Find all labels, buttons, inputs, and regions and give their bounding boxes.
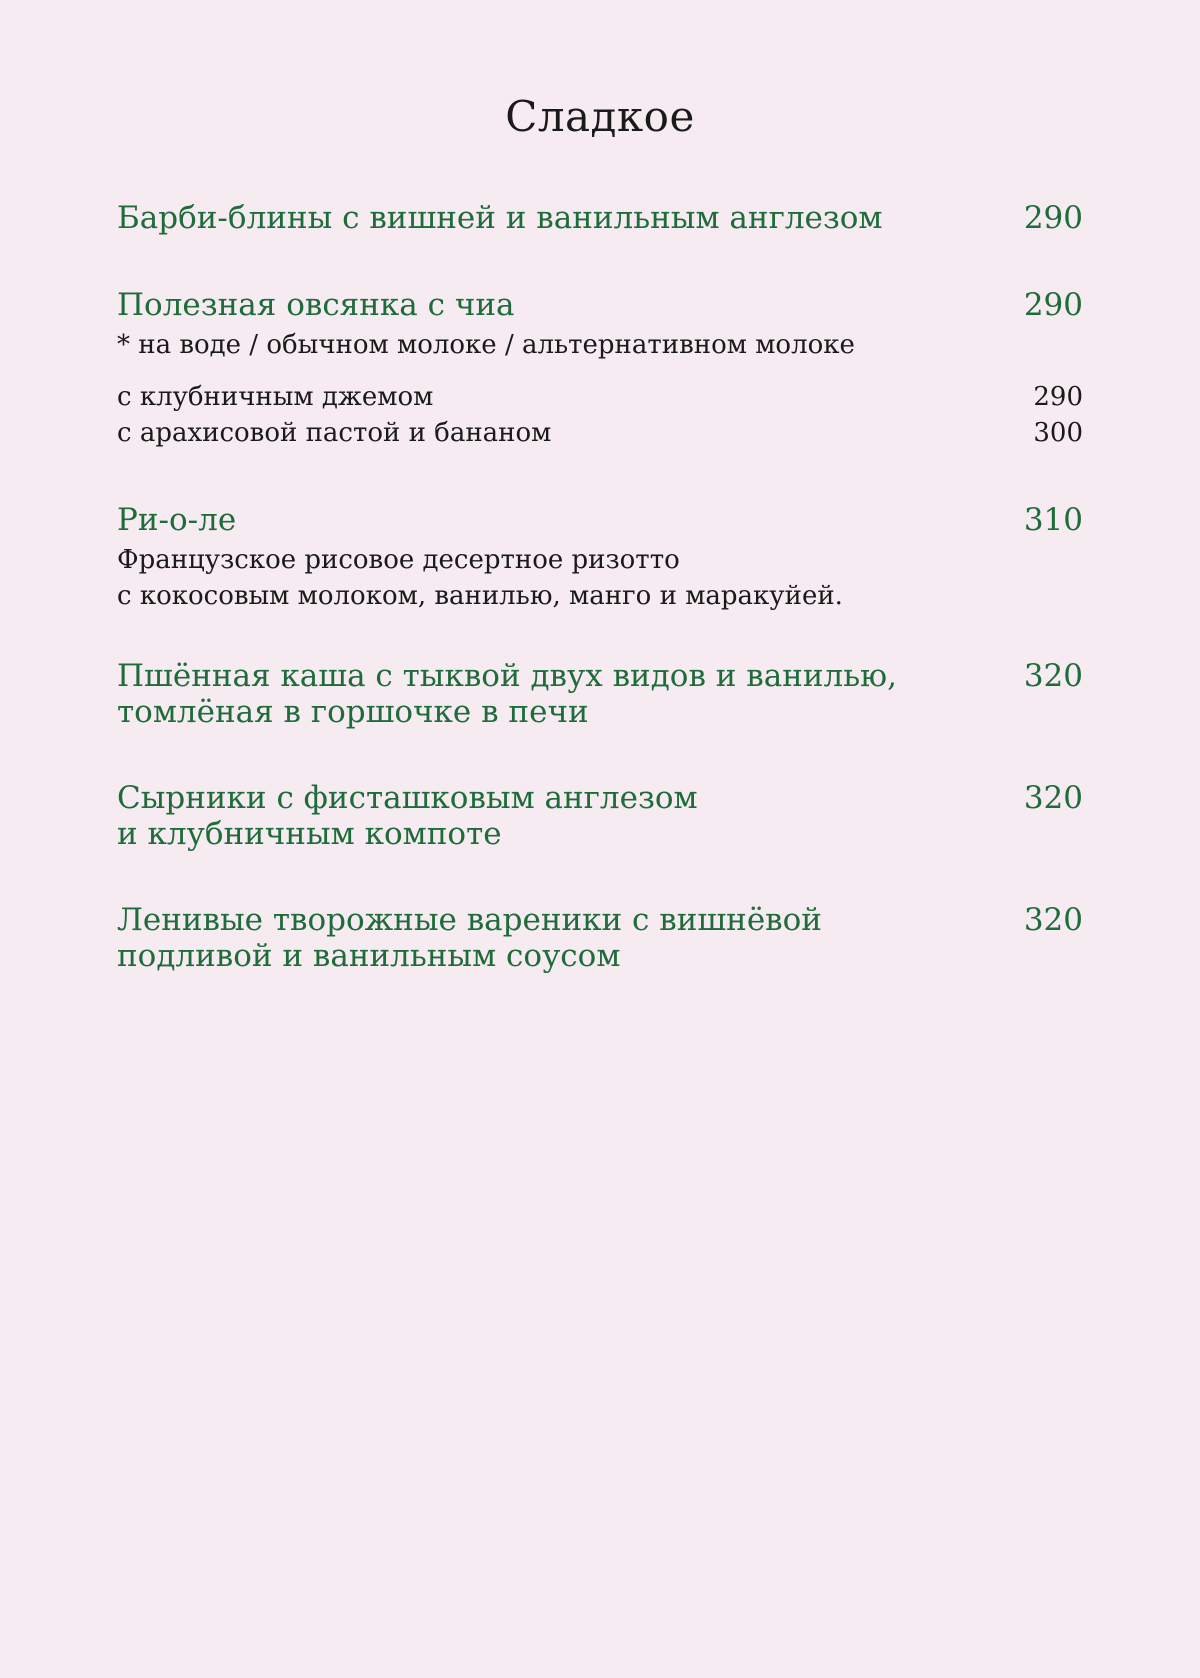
menu-item-description-line: Французское рисовое десертное ризотто bbox=[117, 545, 680, 575]
menu-item-name-line: Сырники с фисташковым англезом bbox=[117, 780, 698, 816]
menu-item-note: * на воде / обычном молоке / альтернативном молоке bbox=[117, 330, 855, 360]
menu-item-price: 310 bbox=[1023, 502, 1083, 538]
menu-item-description-line: с кокосовым молоком, ванилью, манго и маракуйей. bbox=[117, 581, 843, 611]
menu-option-price: 300 bbox=[1033, 418, 1083, 448]
menu-item-price: 320 bbox=[1023, 902, 1083, 938]
menu-item-name-line: Ленивые творожные вареники с вишнёвой bbox=[117, 902, 822, 938]
menu-item-name-line: и клубничным компоте bbox=[117, 816, 502, 852]
menu-item-price: 290 bbox=[1023, 287, 1083, 323]
menu-option-row bbox=[117, 415, 1083, 451]
page-title: Сладкое bbox=[505, 92, 695, 141]
menu-item-name-line: Пшённая каша с тыквой двух видов и ванилью, bbox=[117, 658, 897, 694]
menu-option-row bbox=[117, 379, 1083, 415]
menu-item-millet-porridge bbox=[117, 658, 1083, 730]
menu-item-barbie-pancakes bbox=[117, 200, 1083, 236]
menu-option-label: с клубничным джемом bbox=[117, 382, 434, 412]
menu-item-syrniki bbox=[117, 780, 1083, 852]
menu-item-name: Полезная овсянка с чиа bbox=[117, 287, 515, 323]
menu-item-name: Ри-о-ле bbox=[117, 502, 237, 538]
menu-item-riz-au-lait bbox=[117, 502, 1083, 614]
menu-item-price: 320 bbox=[1023, 780, 1083, 816]
menu-item-name-line: томлёная в горшочке в печи bbox=[117, 694, 589, 730]
menu-item-name-line: подливой и ванильным соусом bbox=[117, 938, 621, 974]
menu-list bbox=[117, 200, 1083, 974]
menu-option-price: 290 bbox=[1033, 382, 1083, 412]
menu-item-name: Барби-блины с вишней и ванильным англезом bbox=[117, 200, 883, 236]
menu-item-oatmeal bbox=[117, 287, 1083, 451]
menu-option-label: с арахисовой пастой и бананом bbox=[117, 418, 552, 448]
menu-item-lazy-vareniki bbox=[117, 902, 1083, 974]
menu-item-price: 290 bbox=[1023, 200, 1083, 236]
menu-item-price: 320 bbox=[1023, 658, 1083, 694]
